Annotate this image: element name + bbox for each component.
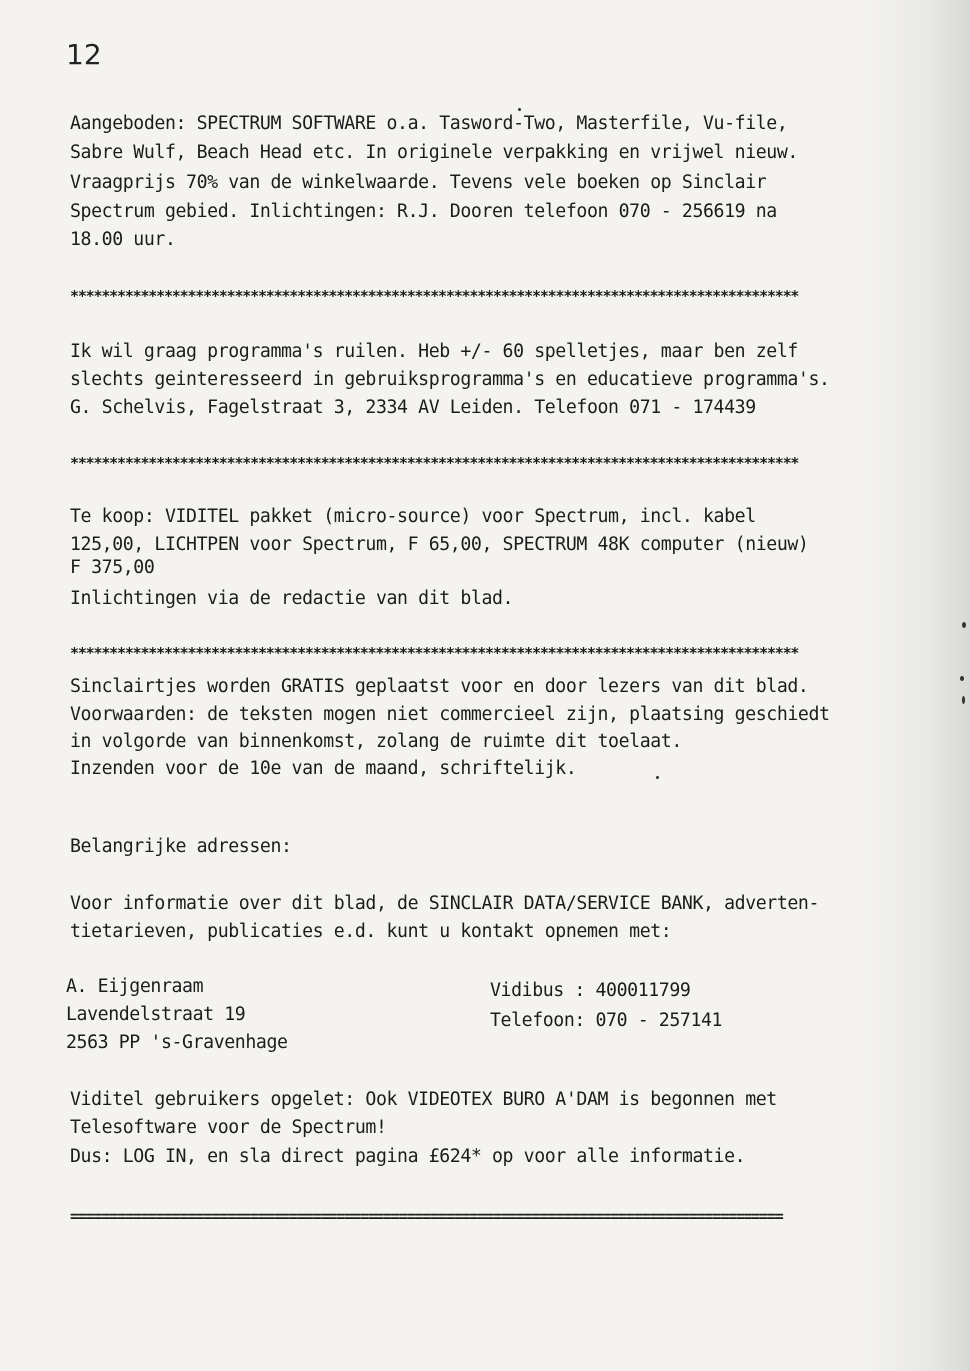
contact-name: A. Eijgenraam <box>66 976 204 997</box>
scan-speck <box>960 676 964 681</box>
star-separator-2: ********************************************************************************************* <box>70 455 799 471</box>
notice-line-1: Sinclairtjes worden GRATIS geplaatst voor en door lezers van dit blad. <box>70 676 809 697</box>
ad1-line-2: Sabre Wulf, Beach Head etc. In originele verpakking en vrijwel nieuw. <box>70 142 798 163</box>
ad3-line-3: F 375,00 <box>70 557 155 578</box>
ad1-line-1: Aangeboden: SPECTRUM SOFTWARE o.a. Tasword-Two, Masterfile, Vu-file, <box>70 113 788 134</box>
scan-edge-shadow <box>860 0 970 1371</box>
page-number: 12 <box>66 38 102 71</box>
ad2-line-2: slechts geinteresseerd in gebruiksprogramma's en educatieve programma's. <box>70 369 830 390</box>
ad2-line-3: G. Schelvis, Fagelstraat 3, 2334 AV Leiden. Telefoon 071 - 174439 <box>70 397 756 418</box>
ad3-line-4: Inlichtingen via de redactie van dit blad. <box>70 588 514 609</box>
ad1-line-4: Spectrum gebied. Inlichtingen: R.J. Dooren telefoon 070 - 256619 na <box>70 201 777 222</box>
contact-city: 2563 PP 's-Gravenhage <box>66 1032 288 1053</box>
viditel-line-3: Dus: LOG IN, en sla direct pagina £624* op voor alle informatie. <box>70 1146 746 1167</box>
ad1-line-3: Vraagprijs 70% van de winkelwaarde. Tevens vele boeken op Sinclair <box>70 172 767 193</box>
ad1-line-5: 18.00 uur. <box>70 229 176 250</box>
scan-speck <box>962 696 965 704</box>
addresses-intro-line-1: Voor informatie over dit blad, de SINCLAIR DATA/SERVICE BANK, adverten- <box>70 893 820 914</box>
scan-speck <box>962 622 966 628</box>
contact-telefoon: Telefoon: 070 - 257141 <box>490 1010 723 1031</box>
star-separator-1: ********************************************************************************************* <box>70 288 799 304</box>
viditel-line-2: Telesoftware voor de Spectrum! <box>70 1117 387 1138</box>
addresses-heading: Belangrijke adressen: <box>70 836 292 857</box>
contact-vidibus: Vidibus : 400011799 <box>490 980 691 1001</box>
notice-line-3: in volgorde van binnenkomst, zolang de ruimte dit toelaat. <box>70 731 682 752</box>
contact-street: Lavendelstraat 19 <box>66 1004 246 1025</box>
viditel-line-1: Viditel gebruikers opgelet: Ook VIDEOTEX BURO A'DAM is begonnen met <box>70 1089 777 1110</box>
notice-line-2: Voorwaarden: de teksten mogen niet commercieel zijn, plaatsing geschiedt <box>70 704 830 725</box>
star-separator-3: ********************************************************************************************* <box>70 645 799 661</box>
addresses-intro-line-2: tietarieven, publicaties e.d. kunt u kontakt opnemen met: <box>70 921 672 942</box>
scan-speck <box>518 108 521 111</box>
scan-speck <box>656 776 659 779</box>
notice-line-4: Inzenden voor de 10e van de maand, schriftelijk. <box>70 758 577 779</box>
equals-separator: =========================================================================================== <box>70 1208 783 1224</box>
ad2-line-1: Ik wil graag programma's ruilen. Heb +/- 60 spelletjes, maar ben zelf <box>70 341 798 362</box>
ad3-line-2: 125,00, LICHTPEN voor Spectrum, F 65,00, SPECTRUM 48K computer (nieuw) <box>70 534 809 555</box>
ad3-line-1: Te koop: VIDITEL pakket (micro-source) voor Spectrum, incl. kabel <box>70 506 756 527</box>
